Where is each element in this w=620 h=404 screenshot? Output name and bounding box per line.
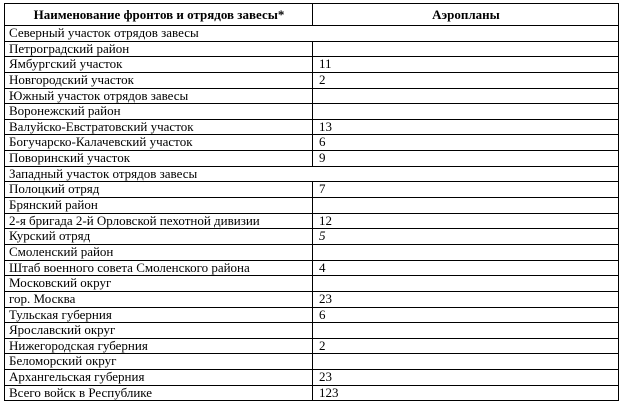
table-row [5, 72, 619, 88]
front-name-cell: Петроградский район [5, 41, 313, 57]
table-row [5, 385, 619, 401]
aeroplanes-count-cell: 2 [313, 72, 619, 88]
aeroplanes-count-cell [313, 276, 619, 292]
aeroplanes-count-cell: 6 [313, 307, 619, 323]
aeroplanes-count-cell: 13 [313, 119, 619, 135]
table-row [5, 57, 619, 73]
table-row [5, 151, 619, 167]
aeroplanes-count-cell [313, 354, 619, 370]
table-row [5, 354, 619, 370]
front-name-cell: Брянский район [5, 198, 313, 214]
front-name-cell: Ярославский округ [5, 323, 313, 339]
table-header [5, 4, 619, 26]
front-name-cell: Московский округ [5, 276, 313, 292]
aeroplanes-count-cell [313, 323, 619, 339]
front-name-cell: Беломорский округ [5, 354, 313, 370]
aeroplanes-count-cell: 23 [313, 370, 619, 386]
aeroplanes-count-cell [313, 88, 619, 104]
table-body [5, 26, 619, 401]
front-name-cell: 2-я бригада 2-й Орловской пехотной дивизии [5, 213, 313, 229]
aeroplanes-table [4, 3, 619, 401]
table-row [5, 370, 619, 386]
aeroplanes-count-cell: 23 [313, 291, 619, 307]
front-name-cell: Смоленский район [5, 244, 313, 260]
front-name-cell: Ямбургский участок [5, 57, 313, 73]
front-name-cell: Архангельская губерния [5, 370, 313, 386]
front-name-cell: Тульская губерния [5, 307, 313, 323]
table-row [5, 307, 619, 323]
table-row [5, 291, 619, 307]
front-name-cell: Курский отряд [5, 229, 313, 245]
front-name-cell: Нижегородская губерния [5, 338, 313, 354]
table-row [5, 41, 619, 57]
aeroplanes-count-cell: 2 [313, 338, 619, 354]
table-row [5, 88, 619, 104]
front-name-cell: Штаб военного совета Смоленского района [5, 260, 313, 276]
aeroplanes-count-cell: 5 [313, 229, 619, 245]
aeroplanes-count-cell [313, 104, 619, 120]
table-row [5, 229, 619, 245]
table-row [5, 260, 619, 276]
aeroplanes-count-cell [313, 198, 619, 214]
table-row [5, 26, 619, 42]
header-row [5, 4, 619, 26]
front-name-cell: Новгородский участок [5, 72, 313, 88]
front-name-cell: гор. Москва [5, 291, 313, 307]
table-row [5, 244, 619, 260]
front-name-cell: Северный участок отрядов завесы [5, 26, 619, 42]
table-row [5, 182, 619, 198]
aeroplanes-count-cell: 123 [313, 385, 619, 401]
table-row [5, 104, 619, 120]
table-row [5, 276, 619, 292]
aeroplanes-count-cell: 9 [313, 151, 619, 167]
front-name-cell: Воронежский район [5, 104, 313, 120]
aeroplanes-count-cell: 7 [313, 182, 619, 198]
aeroplanes-count-cell: 11 [313, 57, 619, 73]
aeroplanes-count-cell [313, 41, 619, 57]
table-row [5, 198, 619, 214]
aeroplanes-count-cell: 6 [313, 135, 619, 151]
front-name-cell: Поворинский участок [5, 151, 313, 167]
table-row [5, 323, 619, 339]
front-name-cell: Полоцкий отряд [5, 182, 313, 198]
table-row [5, 119, 619, 135]
front-name-cell: Южный участок отрядов завесы [5, 88, 313, 104]
aeroplanes-count-cell: 12 [313, 213, 619, 229]
table-row [5, 213, 619, 229]
aeroplanes-count-cell: 4 [313, 260, 619, 276]
front-name-cell: Западный участок отрядов завесы [5, 166, 619, 182]
table-row [5, 166, 619, 182]
front-name-cell: Валуйско-Евстратовский участок [5, 119, 313, 135]
front-name-cell: Всего войск в Республике [5, 385, 313, 401]
header-front-names: Наименование фронтов и отрядов завесы* [5, 4, 313, 26]
table-row [5, 338, 619, 354]
table-row [5, 135, 619, 151]
header-aeroplanes: Аэропланы [313, 4, 619, 26]
aeroplanes-count-cell [313, 244, 619, 260]
front-name-cell: Богучарско-Калачевский участок [5, 135, 313, 151]
